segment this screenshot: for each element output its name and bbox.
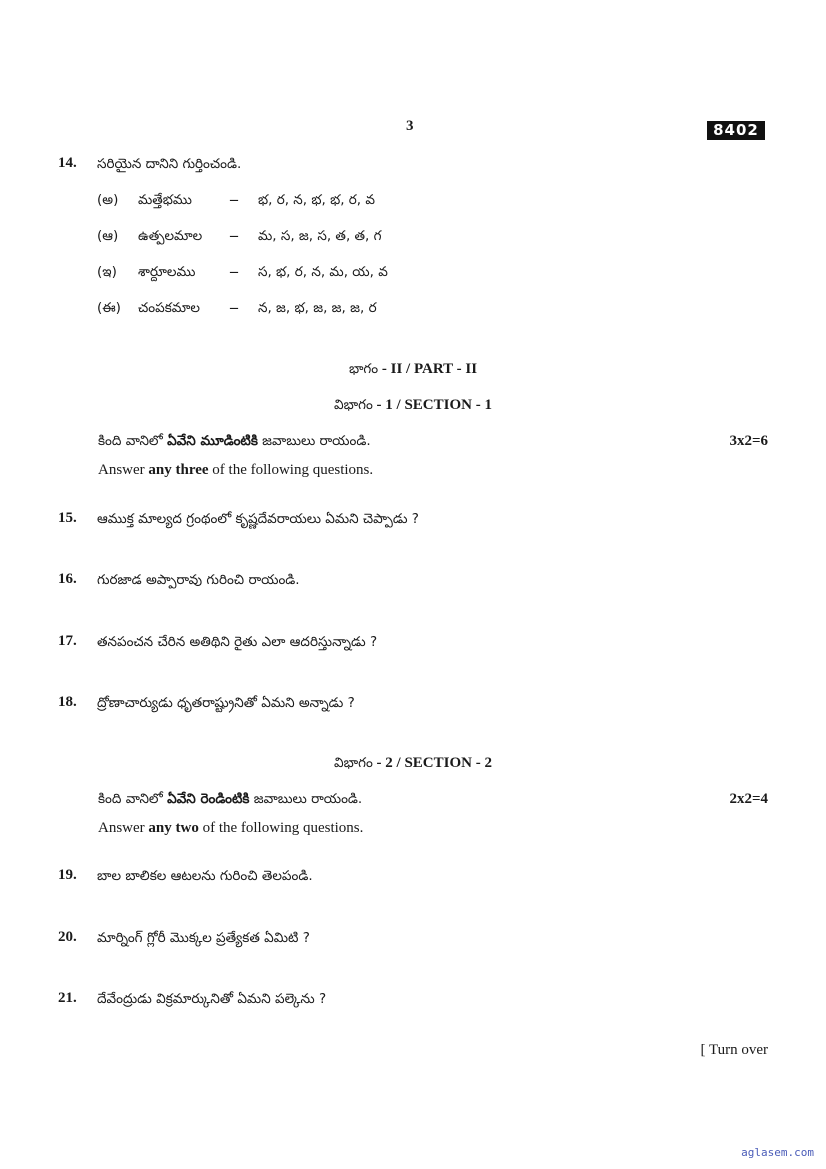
option-dash: – xyxy=(230,227,238,244)
option-label: (ఆ) xyxy=(97,228,119,244)
question-text-20: మార్నింగ్ గ్లోరీ మొక్కల ప్రత్యేకత ఏమిటి ? xyxy=(97,930,310,946)
option-name: చంపకమాల xyxy=(138,300,200,316)
section-1-marks: 3x2=6 xyxy=(729,433,768,449)
question-text-17: తనపంచన చేరిన అతిథిని రైతు ఎలా ఆదరిస్తున్నాడు ? xyxy=(97,634,378,650)
section-2-instruction-telugu: కింది వానిలో ఏవేని రెండింటికి జవాబులు రాయండి. xyxy=(98,791,363,807)
option-name: శార్దూలము xyxy=(138,264,196,280)
option-dash: – xyxy=(230,299,238,316)
part-heading: భాగం - II / PART - II xyxy=(348,361,478,377)
question-number-17: 17. xyxy=(58,633,77,649)
question-number-15: 15. xyxy=(58,510,77,526)
option-label: (ఈ) xyxy=(97,300,121,316)
option-dash: – xyxy=(230,191,238,208)
turn-over-note: [ Turn over xyxy=(700,1042,768,1058)
option-value: స, భ, ర, న, మ, య, వ xyxy=(258,264,388,280)
question-number-21: 21. xyxy=(58,990,77,1006)
option-dash: – xyxy=(230,263,238,280)
section-2-instruction-english: Answer any two of the following questions. xyxy=(98,820,364,836)
section-2-marks: 2x2=4 xyxy=(729,791,768,807)
question-text-14: సరియైన దానిని గుర్తించండి. xyxy=(97,156,242,172)
section-2-heading: విభాగం - 2 / SECTION - 2 xyxy=(334,755,492,771)
question-number-20: 20. xyxy=(58,929,77,945)
section-1-instruction-telugu: కింది వానిలో ఏవేని మూడింటికి జవాబులు రాయండి. xyxy=(98,433,371,449)
question-text-15: ఆముక్త మాల్యద గ్రంథంలో కృష్ణదేవరాయలు ఏమని చెప్పాడు ? xyxy=(97,511,419,527)
option-value: న, జ, భ, జ, జ, జ, ర xyxy=(258,300,377,316)
question-number-19: 19. xyxy=(58,867,77,883)
question-text-16: గురజాడ అప్పారావు గురించి రాయండి. xyxy=(97,572,300,588)
question-number-14: 14. xyxy=(58,155,77,171)
page-number: 3 xyxy=(406,118,414,134)
section-1-instruction-english: Answer any three of the following questions. xyxy=(98,462,374,478)
option-name: మత్తేభము xyxy=(138,192,192,208)
question-text-21: దేవేంద్రుడు విక్రమార్కునితో ఏమని పల్కెను ? xyxy=(97,991,327,1007)
question-text-19: బాల బాలికల ఆటలను గురించి తెలపండి. xyxy=(97,868,313,884)
question-number-18: 18. xyxy=(58,694,77,710)
paper-code-badge: 8402 xyxy=(707,121,765,140)
option-label: (ఇ) xyxy=(97,264,117,280)
option-value: మ, స, జ, స, త, త, గ xyxy=(258,228,382,244)
option-value: భ, ర, న, భ, భ, ర, వ xyxy=(258,192,375,208)
section-1-heading: విభాగం - 1 / SECTION - 1 xyxy=(334,397,492,413)
option-label: (అ) xyxy=(97,192,119,208)
question-number-16: 16. xyxy=(58,571,77,587)
watermark: aglasem.com xyxy=(741,1146,814,1159)
option-name: ఉత్పలమాల xyxy=(138,228,203,244)
question-text-18: ద్రోణాచార్యుడు ధృతరాష్ట్రునితో ఏమని అన్నాడు ? xyxy=(97,695,355,711)
